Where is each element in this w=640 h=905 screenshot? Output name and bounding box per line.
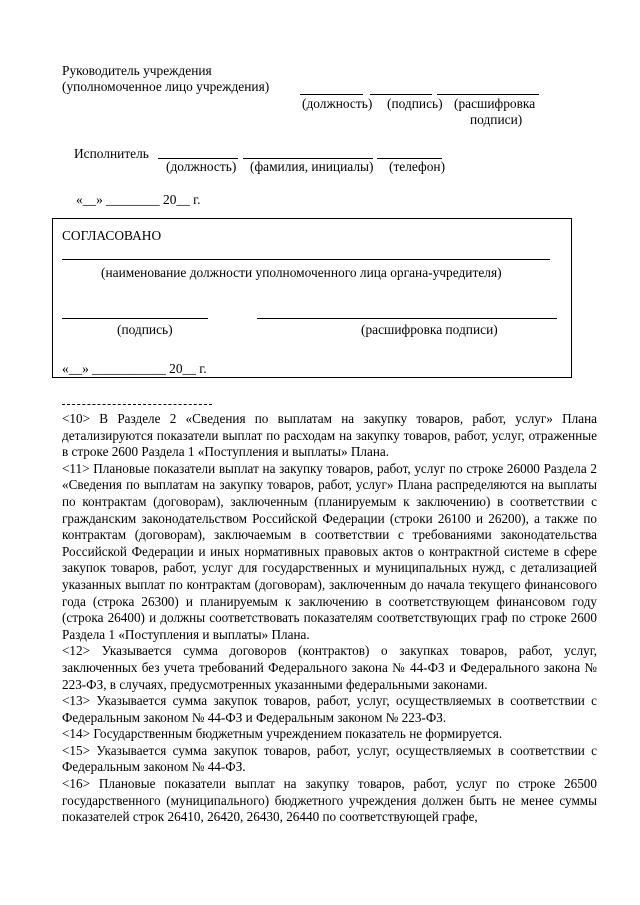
- approval-signature-field[interactable]: [62, 318, 208, 319]
- footnote-13: <13> Указывается сумма закупок товаров, работ, услуг, осуществляемых в соответствии с Федеральным законом № 44-ФЗ и Федеральным законом № 223-ФЗ.: [62, 693, 597, 725]
- head-title-line2: (уполномоченное лицо учреждения): [62, 79, 270, 94]
- date-line: «__» ________ 20__ г.: [76, 192, 201, 207]
- footnotes: [62, 411, 597, 844]
- head-decoding-label-2: подписи): [470, 112, 523, 127]
- executor-name-label: (фамилия, инициалы): [250, 159, 374, 174]
- head-signature-label: (подпись): [387, 96, 443, 111]
- approval-title: СОГЛАСОВАНО: [62, 228, 162, 243]
- footnote-12: <12> Указывается сумма договоров (контрактов) о закупках товаров, работ, услуг, заключенных без учета требований Федерального закона № 44-ФЗ и Федерального закона № 223-ФЗ, в случаях, предусмотренных указанными федеральными законами.: [62, 643, 597, 692]
- executor-phone-label: (телефон): [389, 159, 446, 174]
- head-decoding-label: (расшифровка: [454, 96, 536, 111]
- footnote-10: <10> В Разделе 2 «Сведения по выплатам на закупку товаров, работ, услуг» Плана детализируются показатели выплат по расходам на закупку товаров, работ, услуг, отраженные в строке 2600 Раздела 1 «Поступления и выплаты» Плана.: [62, 411, 597, 460]
- footnote-15: <15> Указывается сумма закупок товаров, работ, услуг, осуществляемых в соответствии с Федеральным законом № 44-ФЗ.: [62, 742, 597, 775]
- head-signature-field[interactable]: [370, 94, 432, 95]
- approval-position-field[interactable]: [62, 259, 550, 260]
- approval-decoding-field[interactable]: [257, 318, 557, 319]
- approval-position-label: (наименование должности уполномоченного лица органа-учредителя): [101, 265, 502, 280]
- executor-label: Исполнитель: [74, 146, 149, 161]
- head-position-field[interactable]: [300, 94, 363, 95]
- head-position-label: (должность): [302, 96, 373, 111]
- footnote-separator: [62, 404, 212, 405]
- approval-date-line: «__» ___________ 20__ г.: [62, 361, 207, 376]
- footnote-11: <11> Плановые показатели выплат на закупку товаров, работ, услуг по строке 26000 Раздела 2 «Сведения по выплатам на закупку товаров, работ, услуг» Плана распределяются на выплаты по контрактам (договорам), заключенным (планируемым к заключению) в соответствии с гражданским законодательством Российской Федерации (строки 26100 и 26200), а также по контрактам (договорам), заключаемым в соответствии с требованиями законодательства Российской Федерации и иных нормативных правовых актов о контрактной системе в сфере закупок товаров, работ, услуг для государственных и муниципальных нужд, с детализацией указанных выплат по контрактам (договорам), заключенным до начала текущего финансового года (строка 26300) и планируемым к заключению в соответствующем финансовом году (строка 26400) и должны соответствовать показателям соответствующих граф по строке 2600 Раздела 1 «Поступления и выплаты» Плана.: [62, 460, 597, 642]
- approval-decoding-label: (расшифровка подписи): [361, 322, 498, 337]
- footnote-14: <14> Государственным бюджетным учреждением показатель не формируется.: [62, 726, 503, 742]
- approval-signature-label: (подпись): [117, 322, 173, 337]
- approval-box: [52, 218, 572, 378]
- executor-position-label: (должность): [166, 159, 237, 174]
- footnote-16: <16> Плановые показатели выплат на закупку товаров, работ, услуг по строке 26500 государственного (муниципального) бюджетного учреждения должен быть не менее суммы показателей строк 26410, 26420, 26430, 26440 по соответствующей графе,: [62, 776, 597, 825]
- head-decoding-field[interactable]: [437, 94, 539, 95]
- head-title-line1: Руководитель учреждения: [62, 63, 212, 78]
